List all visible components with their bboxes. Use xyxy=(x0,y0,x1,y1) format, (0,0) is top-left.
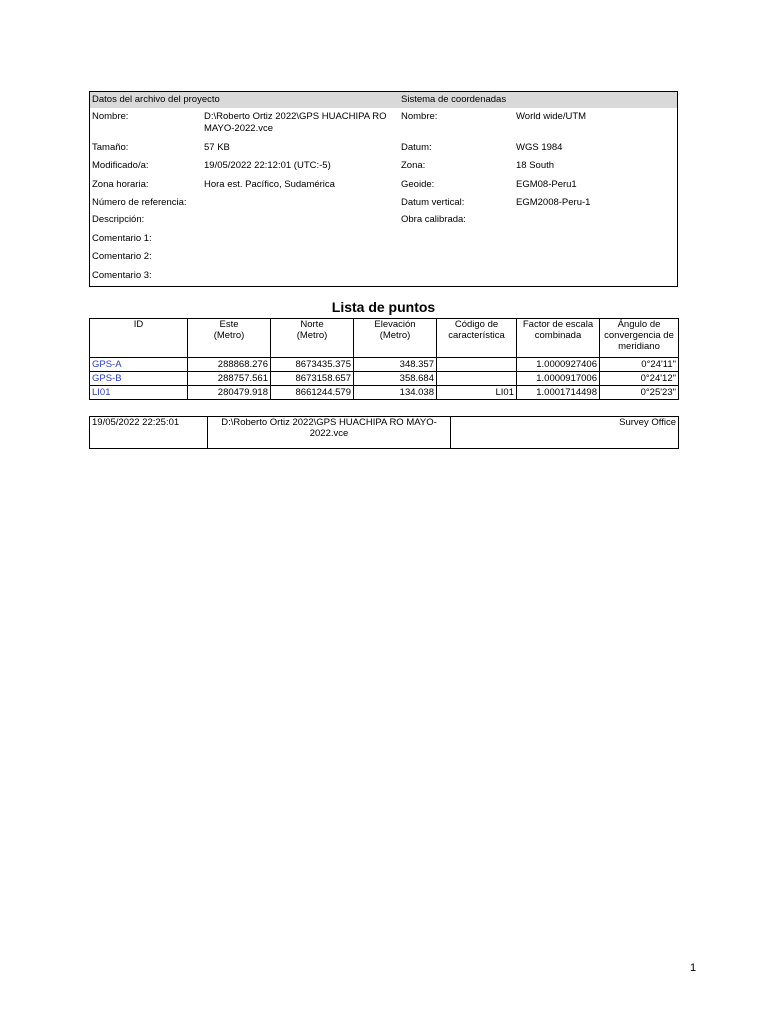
value-datum: WGS 1984 xyxy=(516,142,563,153)
header-angulo-l2: convergencia de xyxy=(604,330,674,341)
project-info-box xyxy=(89,91,678,287)
label-descripcion: Descripción: xyxy=(92,214,145,225)
cell-norte: 8661244.579 xyxy=(271,386,354,400)
table-row xyxy=(90,372,679,386)
header-factor-l1: Factor de escala xyxy=(522,319,594,330)
label-comentario-1: Comentario 1: xyxy=(92,233,152,244)
label-datum-vertical: Datum vertical: xyxy=(401,197,465,208)
value-cs-nombre: World wide/UTM xyxy=(516,111,587,122)
header-angulo-l1: Ángulo de xyxy=(617,319,661,330)
cell-factor: 1.0001714498 xyxy=(517,386,600,400)
header-codigo-l2: característica xyxy=(448,330,505,341)
value-modificado: 19/05/2022 22:12:01 (UTC:-5) xyxy=(204,160,331,171)
cell-norte: 8673435.375 xyxy=(271,358,354,372)
footer-file-path xyxy=(208,417,451,449)
label-datum: Datum: xyxy=(401,142,432,153)
cell-angulo: 0°24'12" xyxy=(600,372,679,386)
header-este xyxy=(188,319,271,358)
label-geoide: Geoide: xyxy=(401,179,435,190)
header-norte-l1: Norte xyxy=(300,319,324,330)
header-codigo xyxy=(437,319,517,358)
label-cs-nombre: Nombre: xyxy=(401,111,438,122)
cell-elevacion: 134.038 xyxy=(354,386,437,400)
table-row xyxy=(90,358,679,372)
header-id-label: ID xyxy=(133,319,144,330)
cell-elevacion: 348.357 xyxy=(354,358,437,372)
point-id-link[interactable]: GPS-A xyxy=(90,358,188,372)
cell-angulo: 0°25'23" xyxy=(600,386,679,400)
header-factor xyxy=(517,319,600,358)
header-codigo-l1: Código de xyxy=(454,319,499,330)
value-zona: 18 South xyxy=(516,160,555,171)
header-este-l1: Este xyxy=(219,319,239,330)
footer-app-name: Survey Office xyxy=(451,417,679,449)
footer-file-path-l2: 2022.vce xyxy=(309,428,349,439)
header-elevacion-l1: Elevación xyxy=(374,319,416,330)
header-elevacion-l2: (Metro) xyxy=(379,330,411,341)
point-id-link[interactable]: LI01 xyxy=(90,386,188,400)
header-norte-l2: (Metro) xyxy=(296,330,328,341)
points-list-title: Lista de puntos xyxy=(331,299,436,315)
label-tamano: Tamaño: xyxy=(92,142,129,153)
label-obra-calibrada: Obra calibrada: xyxy=(401,214,466,225)
value-geoide: EGM08-Peru1 xyxy=(516,179,577,190)
label-zona: Zona: xyxy=(401,160,426,171)
point-id-link[interactable]: GPS-B xyxy=(90,372,188,386)
cell-este: 280479.918 xyxy=(188,386,271,400)
value-datum-vertical: EGM2008-Peru-1 xyxy=(516,197,591,208)
cell-norte: 8673158.657 xyxy=(271,372,354,386)
coordinate-system-heading: Sistema de coordenadas xyxy=(401,94,507,105)
cell-codigo: LI01 xyxy=(437,386,517,400)
value-zona-horaria: Hora est. Pacífico, Sudamérica xyxy=(204,179,335,190)
label-comentario-3: Comentario 3: xyxy=(92,270,152,281)
footer-date: 19/05/2022 22:25:01 xyxy=(90,417,208,449)
value-tamano: 57 KB xyxy=(204,142,230,153)
label-comentario-2: Comentario 2: xyxy=(92,251,152,262)
header-norte xyxy=(271,319,354,358)
cell-este: 288757.561 xyxy=(188,372,271,386)
report-footer xyxy=(89,416,679,449)
label-numero-referencia: Número de referencia: xyxy=(92,197,187,208)
cell-codigo xyxy=(437,358,517,372)
cell-angulo: 0°24'11" xyxy=(600,358,679,372)
header-factor-l2: combinada xyxy=(534,330,582,341)
cell-elevacion: 358.684 xyxy=(354,372,437,386)
header-este-l2: (Metro) xyxy=(213,330,245,341)
header-id xyxy=(90,319,188,358)
cell-factor: 1.0000927406 xyxy=(517,358,600,372)
header-elevacion xyxy=(354,319,437,358)
value-nombre: D:\Roberto Ortiz 2022\GPS HUACHIPA RO xyxy=(204,111,387,122)
points-table xyxy=(89,318,679,400)
footer-file-path-l1: D:\Roberto Ortiz 2022\GPS HUACHIPA RO MAYO- xyxy=(221,417,437,428)
footer-row xyxy=(90,417,679,449)
header-angulo xyxy=(600,319,679,358)
table-row xyxy=(90,386,679,400)
label-zona-horaria: Zona horaria: xyxy=(92,179,149,190)
page-number: 1 xyxy=(690,962,697,974)
cell-codigo xyxy=(437,372,517,386)
table-header-row xyxy=(90,319,679,358)
header-angulo-l3: meridiano xyxy=(618,341,660,352)
label-nombre: Nombre: xyxy=(92,111,129,122)
cell-factor: 1.0000917006 xyxy=(517,372,600,386)
label-modificado: Modificado/a: xyxy=(92,160,149,171)
value-nombre-cont: MAYO-2022.vce xyxy=(204,123,273,134)
cell-este: 288868.276 xyxy=(188,358,271,372)
project-file-data-heading: Datos del archivo del proyecto xyxy=(92,94,220,105)
